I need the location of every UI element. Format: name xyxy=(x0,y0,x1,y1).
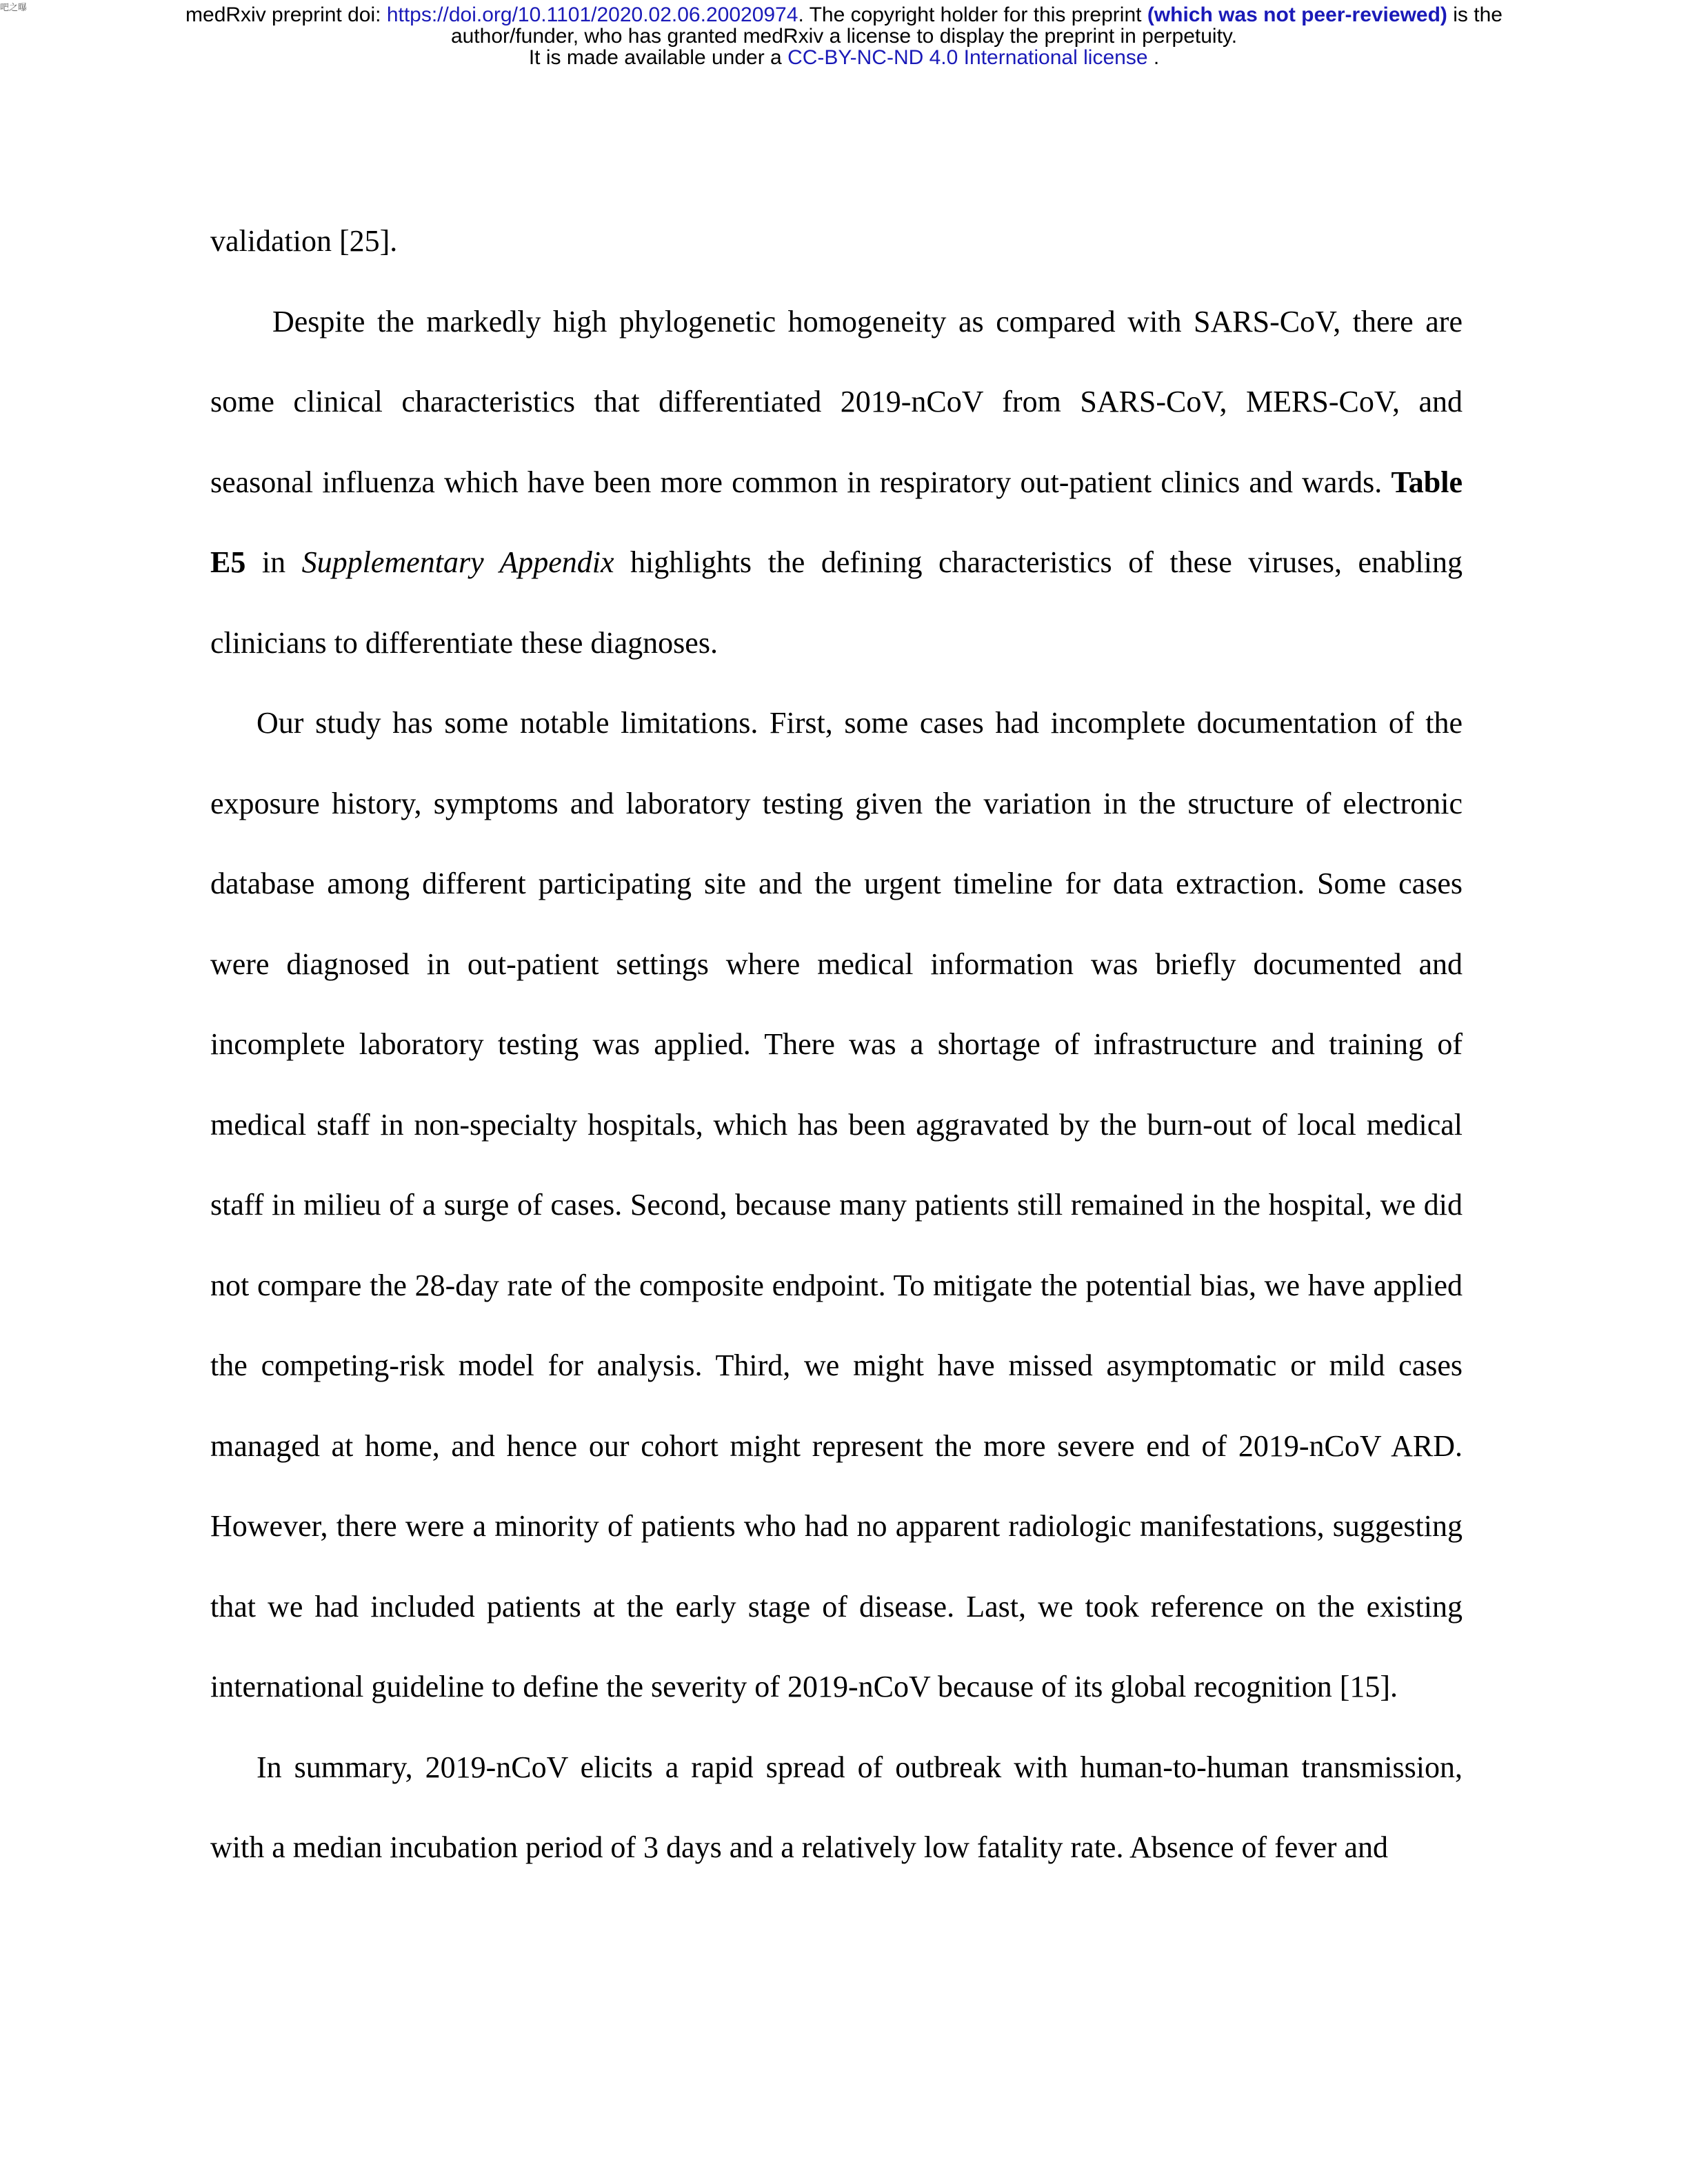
preprint-header xyxy=(0,4,1688,68)
paragraph-validation: validation [25]. xyxy=(210,224,398,258)
paragraph-summary: In summary, 2019-nCoV elicits a rapid spread of outbreak with human-to-human transmission, with a median incubation period of 3 days and a relatively low fatality rate. Absence of fever and xyxy=(210,1750,1463,1864)
table-reference: Table E5 xyxy=(210,465,1463,579)
header-line-3 xyxy=(0,47,1688,68)
peer-review-note: (which was not peer-reviewed) xyxy=(1147,3,1447,26)
license-suffix: . xyxy=(1147,46,1160,69)
header-copyright-text: . The copyright holder for this preprint xyxy=(798,3,1147,26)
header-line-1 xyxy=(0,4,1688,26)
comparison-in: in xyxy=(245,545,302,579)
header-suffix: is the xyxy=(1447,3,1503,26)
comparison-text: Despite the markedly high phylogenetic homogeneity as compared with SARS-CoV, there are some clinical characteristics that differentiated 2019-nCoV from SARS-CoV, MERS-CoV, and seasonal influenza which have been more common in respiratory out-patient clinics and wards. xyxy=(210,304,1463,499)
page-body xyxy=(210,201,1463,1888)
appendix-reference: Supplementary Appendix xyxy=(301,545,614,579)
corner-mark: 吧之曝 xyxy=(0,3,28,13)
license-prefix: It is made available under a xyxy=(528,46,788,69)
header-line-2: author/funder, who has granted medRxiv a license to display the preprint in perpetuity. xyxy=(450,25,1238,48)
paragraph-limitations: Our study has some notable limitations. First, some cases had incomplete documentation of the exposure history, symptoms and laboratory testing given the variation in the structure of electronic database among different participating site and the urgent timeline for data extraction. Some cases were diagnosed in out-patient settings where medical information was briefly documented and incomplete laboratory testing was applied. There was a shortage of infrastructure and training of medical staff in non-specialty hospitals, which has been aggravated by the burn-out of local medical staff in milieu of a surge of cases. Second, because many patients still remained in the hospital, we did not compare the 28-day rate of the composite endpoint. To mitigate the potential bias, we have applied the competing-risk model for analysis. Third, we might have missed asymptomatic or mild cases managed at home, and hence our cohort might represent the more severe end of 2019-nCoV ARD. However, there were a minority of patients who had no apparent radiologic manifestations, suggesting that we had included patients at the early stage of disease. Last, we took reference on the existing international guideline to define the severity of 2019-nCoV because of its global recognition [15]. xyxy=(210,706,1463,1703)
comparison-rest: highlights the defining characteristics of these viruses, enabling clinicians to differentiate these diagnoses. xyxy=(210,545,1463,660)
paragraph-comparison xyxy=(210,282,1463,684)
header-prefix: medRxiv preprint doi: xyxy=(185,3,387,26)
doi-link[interactable]: https://doi.org/10.1101/2020.02.06.20020974 xyxy=(386,3,798,26)
license-link[interactable]: CC-BY-NC-ND 4.0 International license xyxy=(787,46,1148,69)
